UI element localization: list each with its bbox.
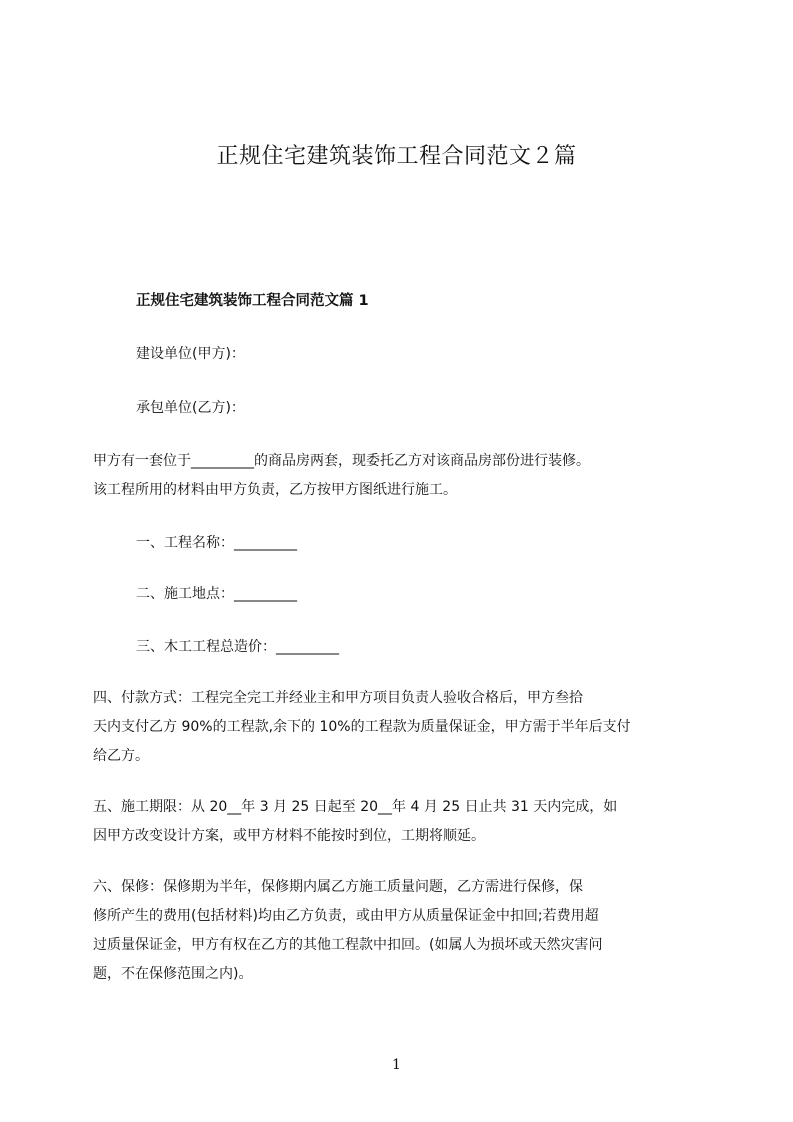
clause-payment bbox=[93, 684, 699, 771]
document-title: 正规住宅建筑装饰工程合同范文２篇 bbox=[216, 144, 577, 169]
clause-project-name: 一、工程名称：_________ bbox=[136, 535, 297, 551]
text-line: 五、施工期限：从 20__年 3 月 25 日起至 20__年 4 月 25 日止共 31 天内完成，如 bbox=[93, 799, 618, 815]
text-line: 六、保修：保修期为半年，保修期内属乙方施工质量问题，乙方需进行保修，保 bbox=[93, 879, 583, 895]
clause-period bbox=[93, 793, 699, 851]
text-line: 因甲方改变设计方案，或甲方材料不能按时到位，工期将顺延。 bbox=[93, 828, 485, 844]
text-line: 四、付款方式：工程完全完工并经业主和甲方项目负责人验收合格后，甲方叁拾 bbox=[93, 690, 583, 706]
text-line: 天内支付乙方 90%的工程款,余下的 10%的工程款为质量保证金，甲方需于半年后支付 bbox=[93, 719, 631, 735]
text-line: 过质量保证金，甲方有权在乙方的其他工程款中扣回。(如属人为损坏或天然灾害问 bbox=[93, 937, 603, 953]
text-line: 修所产生的费用(包括材料)均由乙方负责，或由甲方从质量保证金中扣回;若费用超 bbox=[93, 908, 599, 924]
party-b-label: 承包单位(乙方)： bbox=[136, 400, 245, 416]
text-line: 该工程所用的材料由甲方负责，乙方按甲方图纸进行施工。 bbox=[93, 482, 457, 498]
text-line: 给乙方。 bbox=[93, 748, 149, 764]
text-line: 题，不在保修范围之内)。 bbox=[93, 966, 253, 982]
party-a-label: 建设单位(甲方)： bbox=[136, 346, 245, 362]
intro-paragraph bbox=[93, 447, 699, 505]
clause-warranty bbox=[93, 873, 699, 989]
section-heading: 正规住宅建筑装饰工程合同范文篇 1 bbox=[136, 293, 369, 309]
page-number: 1 bbox=[392, 1057, 401, 1073]
clause-construction-site: 二、施工地点：_________ bbox=[136, 586, 297, 602]
clause-total-cost: 三、木工工程总造价：_________ bbox=[136, 639, 339, 655]
text-line: 甲方有一套位于_________的商品房两套，现委托乙方对该商品房部份进行装修。 bbox=[93, 453, 590, 469]
